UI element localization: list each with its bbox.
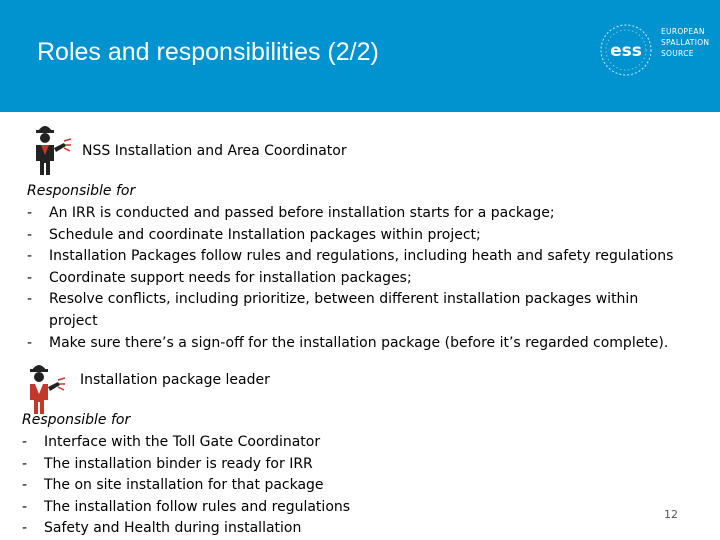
ess-logo-icon [595, 22, 657, 78]
list-item [27, 333, 717, 355]
list-item [22, 518, 582, 540]
list-dash: - [22, 477, 28, 494]
responsibility-list-coordinator [27, 203, 717, 354]
worker-icon [28, 121, 72, 181]
list-item-text: The installation follow rules and regulations [44, 498, 351, 515]
header-bar [0, 0, 720, 112]
list-dash: - [22, 498, 28, 515]
list-item [27, 246, 717, 268]
logo-line-1: EUROPEAN [661, 27, 705, 36]
list-dash: - [22, 520, 28, 537]
list-dash: - [27, 226, 33, 243]
list-item-text: Safety and Health during installation [44, 520, 302, 537]
list-dash: - [22, 434, 28, 450]
page-number: 12 [664, 508, 678, 521]
list-item [27, 203, 717, 225]
list-item [22, 475, 582, 497]
responsible-label: Responsible for [27, 183, 136, 199]
list-item [27, 225, 717, 247]
list-dash: - [27, 269, 33, 286]
list-item [22, 432, 582, 454]
logo-line-3: SOURCE [661, 49, 694, 58]
list-item [27, 289, 717, 332]
list-item [27, 268, 717, 290]
list-item-text: Coordinate support needs for installation packages; [49, 269, 412, 286]
list-item-text: Make sure there’s a sign-off for the installation package (before it’s regarded complete). [49, 334, 669, 351]
list-item-text: Interface with the Toll Gate Coordinator [44, 434, 321, 450]
responsible-label: Responsible for [22, 412, 131, 428]
list-item-text: Resolve conflicts, including prioritize, between different installation packages within project [49, 291, 639, 329]
list-item-text: The on site installation for that package [44, 477, 324, 494]
ess-logo [595, 22, 715, 78]
list-dash: - [27, 205, 33, 221]
logo-wordmark [661, 26, 709, 59]
list-item-text: An IRR is conducted and passed before installation starts for a package; [49, 205, 555, 221]
list-item-text: Installation Packages follow rules and regulations, including heath and safety regulations [49, 248, 674, 265]
list-dash: - [22, 455, 28, 472]
logo-mark: ess [610, 41, 642, 61]
list-dash: - [27, 334, 33, 351]
list-item-text: Schedule and coordinate Installation packages within project; [49, 226, 481, 243]
list-item-text: The installation binder is ready for IRR [44, 455, 313, 472]
logo-line-2: SPALLATION [661, 38, 710, 47]
list-item [22, 497, 582, 519]
slide-title: Roles and responsibilities (2/2) [37, 38, 379, 66]
role-title-coordinator: NSS Installation and Area Coordinator [82, 143, 347, 159]
list-dash: - [27, 248, 33, 265]
list-item [22, 454, 582, 476]
role-title-package-leader: Installation package leader [80, 372, 270, 388]
worker-icon [22, 360, 66, 420]
list-dash: - [27, 291, 33, 308]
responsibility-list-package-leader [22, 432, 582, 540]
